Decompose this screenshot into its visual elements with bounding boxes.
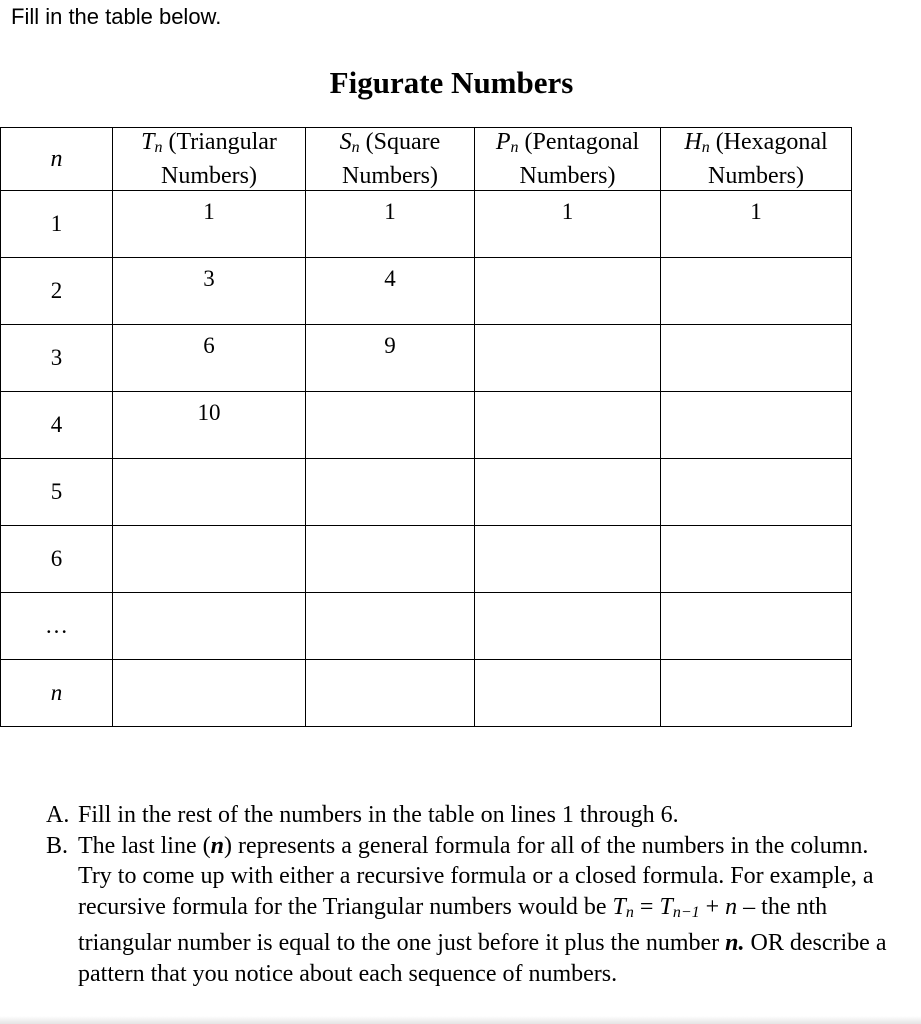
header-hexagonal-symbol: H	[684, 129, 702, 155]
square-cell[interactable]	[306, 459, 475, 526]
n-cell: n	[1, 660, 113, 727]
formula-t-prev: T	[659, 893, 673, 920]
table-row	[1, 258, 852, 325]
page-bottom-edge	[0, 1016, 921, 1024]
header-hexagonal	[661, 128, 852, 191]
header-triangular-label: (Triangular	[168, 129, 277, 155]
n-cell: 5	[1, 459, 113, 526]
triangular-cell[interactable]	[113, 660, 306, 727]
triangular-cell[interactable]: 10	[113, 392, 306, 459]
square-cell[interactable]	[306, 593, 475, 660]
table-row	[1, 593, 852, 660]
header-triangular	[113, 128, 306, 191]
square-cell[interactable]: 4	[306, 258, 475, 325]
table-row	[1, 660, 852, 727]
table-row	[1, 325, 852, 392]
header-square	[306, 128, 475, 191]
triangular-cell[interactable]	[113, 459, 306, 526]
square-cell[interactable]: 1	[306, 191, 475, 258]
header-square-label2: Numbers)	[342, 163, 438, 189]
note-a-text: Fill in the rest of the numbers in the table on lines 1 through 6.	[78, 802, 679, 828]
header-row	[1, 128, 852, 191]
header-n	[1, 128, 113, 191]
formula-equals: =	[633, 893, 660, 920]
n-cell: 4	[1, 392, 113, 459]
hexagonal-cell[interactable]	[661, 258, 852, 325]
n-cell: 2	[1, 258, 113, 325]
note-b	[46, 831, 906, 990]
pentagonal-cell[interactable]	[475, 258, 661, 325]
header-triangular-label2: Numbers)	[161, 163, 257, 189]
formula-t-sub: n	[625, 903, 634, 921]
table-row	[1, 526, 852, 593]
triangular-cell[interactable]: 6	[113, 325, 306, 392]
note-b-text-1: The last line (	[78, 832, 211, 859]
header-hexagonal-label: (Hexagonal	[715, 129, 828, 155]
note-b-text-3: – the nth triangular number is equal to the one just before it plus the number	[78, 893, 828, 956]
formula-t-prev-sub: n−1	[672, 903, 700, 921]
hexagonal-cell[interactable]	[661, 325, 852, 392]
note-b-text-4: OR describe a pattern that you notice about each sequence of numbers.	[78, 930, 887, 987]
header-triangular-sub: n	[154, 139, 163, 156]
triangular-cell[interactable]	[113, 526, 306, 593]
header-pentagonal	[475, 128, 661, 191]
header-square-label: (Square	[365, 129, 441, 155]
figurate-numbers-table	[0, 127, 852, 727]
n-cell: 1	[1, 191, 113, 258]
note-b-marker: B.	[46, 832, 69, 859]
header-pentagonal-symbol: P	[495, 129, 511, 155]
pentagonal-cell[interactable]	[475, 593, 661, 660]
hexagonal-cell[interactable]	[661, 459, 852, 526]
pentagonal-cell[interactable]	[475, 526, 661, 593]
note-a	[46, 800, 906, 831]
table-row	[1, 191, 852, 258]
hexagonal-cell[interactable]: 1	[661, 191, 852, 258]
note-b-n-bold: n.	[725, 930, 745, 956]
pentagonal-cell[interactable]	[475, 325, 661, 392]
formula-n: n	[725, 893, 738, 920]
triangular-cell[interactable]: 1	[113, 191, 306, 258]
pentagonal-cell[interactable]	[475, 392, 661, 459]
square-cell[interactable]	[306, 392, 475, 459]
header-n-symbol: n	[50, 146, 63, 172]
hexagonal-cell[interactable]	[661, 392, 852, 459]
table-row	[1, 459, 852, 526]
square-cell[interactable]	[306, 526, 475, 593]
header-pentagonal-label: (Pentagonal	[524, 129, 640, 155]
square-cell[interactable]: 9	[306, 325, 475, 392]
formula-plus: +	[699, 893, 726, 920]
n-cell: 6	[1, 526, 113, 593]
pentagonal-cell[interactable]: 1	[475, 191, 661, 258]
note-a-marker: A.	[46, 802, 70, 828]
header-square-symbol: S	[339, 129, 352, 155]
table-title: Figurate Numbers	[329, 65, 574, 100]
header-square-sub: n	[351, 139, 360, 156]
n-cell: …	[1, 593, 113, 660]
header-hexagonal-label2: Numbers)	[708, 163, 804, 189]
triangular-cell[interactable]: 3	[113, 258, 306, 325]
instructions-list	[46, 800, 906, 989]
square-cell[interactable]	[306, 660, 475, 727]
formula-t: T	[612, 893, 626, 920]
hexagonal-cell[interactable]	[661, 660, 852, 727]
note-b-n: n	[210, 832, 224, 859]
n-cell: 3	[1, 325, 113, 392]
pentagonal-cell[interactable]	[475, 660, 661, 727]
instruction-text: Fill in the table below.	[11, 4, 222, 29]
note-b-text-2: ) represents a general formula for all of the numbers in the column. Try to come up with either a recursive formula or a closed formula. For example, a recursive formula for the Triangular numbers would be	[78, 832, 874, 920]
header-pentagonal-label2: Numbers)	[519, 163, 616, 189]
header-hexagonal-sub: n	[701, 139, 710, 156]
table-row	[1, 392, 852, 459]
header-triangular-symbol: T	[141, 129, 155, 155]
triangular-cell[interactable]	[113, 593, 306, 660]
hexagonal-cell[interactable]	[661, 526, 852, 593]
pentagonal-cell[interactable]	[475, 459, 661, 526]
header-pentagonal-sub: n	[510, 139, 519, 156]
hexagonal-cell[interactable]	[661, 593, 852, 660]
